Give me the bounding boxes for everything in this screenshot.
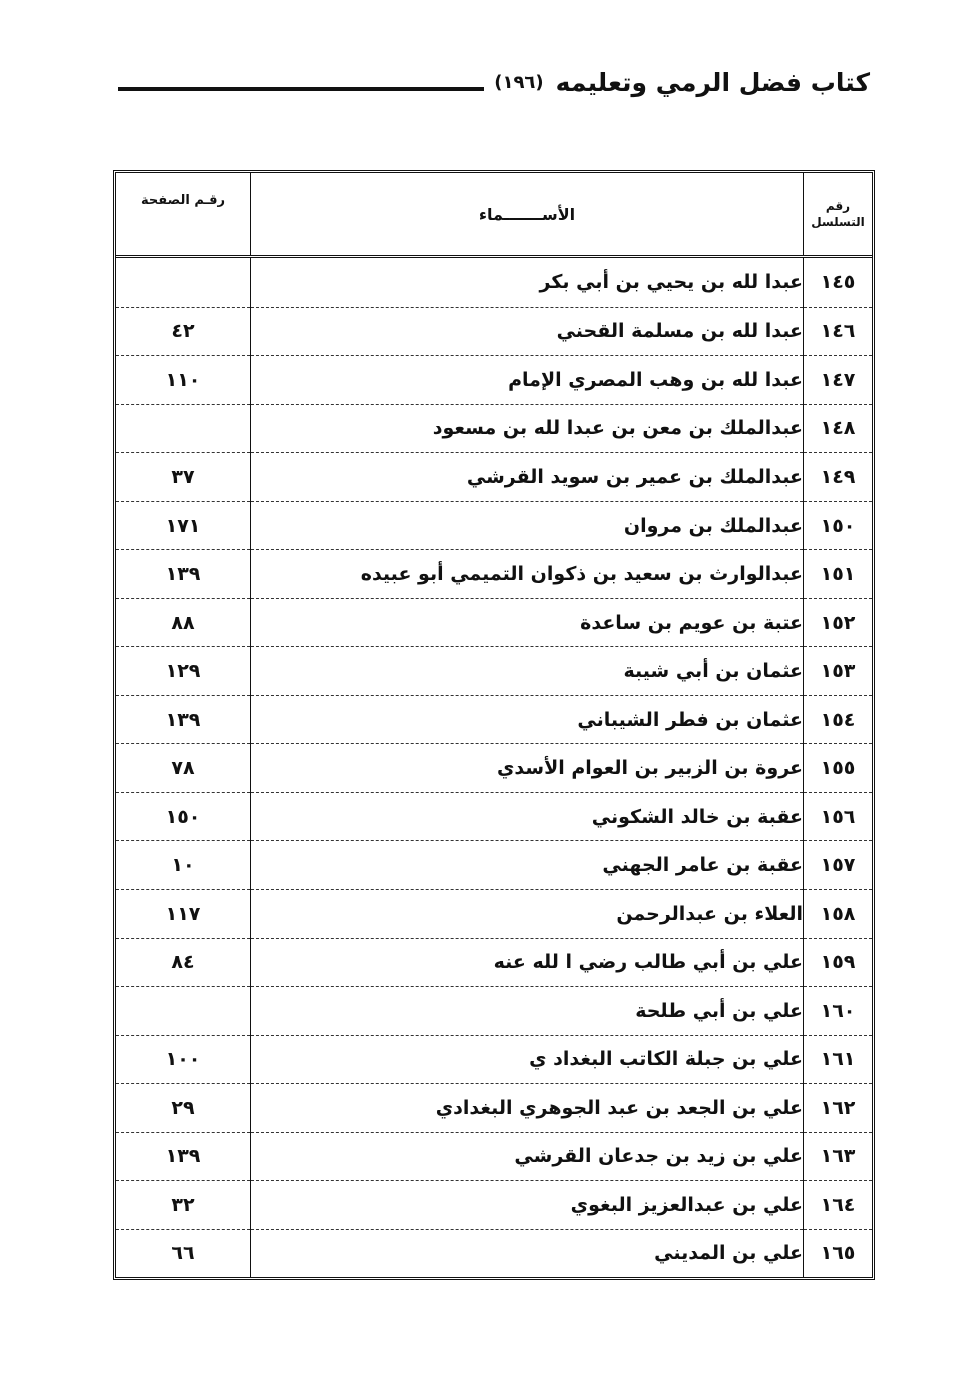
row-seq-number: ١٦٠ [804, 987, 873, 1036]
row-page-number: ٢٩ [116, 1084, 251, 1133]
row-name: عثمان بن أبي شيبة [251, 647, 804, 696]
row-page-number: ١٣٩ [116, 695, 251, 744]
row-page-number: ١١٠ [116, 356, 251, 405]
row-name: علي بن أبي طالب رضي ا لله عنه [251, 938, 804, 987]
row-page-number [116, 987, 251, 1036]
row-seq-number: ١٤٧ [804, 356, 873, 405]
index-table-frame [113, 170, 875, 1280]
row-name: عبدالملك بن عمير بن سويد القرشي [251, 453, 804, 502]
table-row [116, 841, 872, 890]
row-seq-number: ١٤٦ [804, 307, 873, 356]
row-name: عبدالملك بن معن بن عبدا لله بن مسعود [251, 404, 804, 453]
row-page-number: ٨٤ [116, 938, 251, 987]
row-seq-number: ١٥٣ [804, 647, 873, 696]
row-seq-number: ١٥٧ [804, 841, 873, 890]
names-index-table [116, 173, 872, 1277]
row-seq-number: ١٦٢ [804, 1084, 873, 1133]
page-number: (١٩٦) [494, 71, 544, 93]
row-page-number: ٣٢ [116, 1181, 251, 1230]
row-name: علي بن زيد بن جدعان القرشي [251, 1132, 804, 1181]
table-row [116, 744, 872, 793]
row-seq-number: ١٥٩ [804, 938, 873, 987]
table-row [116, 1181, 872, 1230]
row-name: عثمان بن فطر الشيباني [251, 695, 804, 744]
book-title: كتاب فضل الرمي وتعليمه [555, 67, 870, 97]
table-row [116, 695, 872, 744]
header-rule [118, 87, 484, 91]
row-seq-number: ١٥١ [804, 550, 873, 599]
row-name: علي بن المديني [251, 1229, 804, 1277]
row-name: علي بن عبدالعزيز البغوي [251, 1181, 804, 1230]
row-seq-number: ١٥٤ [804, 695, 873, 744]
row-page-number: ١٣٩ [116, 550, 251, 599]
row-name: عبدا لله بن وهب المصري الإمام [251, 356, 804, 405]
table-row [116, 1084, 872, 1133]
row-name: عبدالوارث بن سعيد بن ذكوان التميمي أبو عبيده [251, 550, 804, 599]
table-row [116, 356, 872, 405]
page-header [118, 62, 870, 102]
row-seq-number: ١٥٢ [804, 598, 873, 647]
row-name: عتبة بن عويم بن ساعدة [251, 598, 804, 647]
table-row [116, 1035, 872, 1084]
row-page-number: ٦٦ [171, 1242, 195, 1265]
row-seq-number: ١٦٤ [804, 1181, 873, 1230]
row-page-number [116, 404, 251, 453]
row-name: علي بن أبي طلحة [251, 987, 804, 1036]
table-row [116, 550, 872, 599]
row-name: عقبة بن خالد الشكوني [251, 792, 804, 841]
row-seq-number: ١٤٥ [804, 257, 873, 308]
column-header-names: الأســـــــماء [251, 173, 804, 257]
table-row [116, 598, 872, 647]
row-name: العلاء بن عبدالرحمن [251, 890, 804, 939]
row-name: عبدا لله بن يحيي بن أبي بكر [251, 257, 804, 308]
row-page-number: ١٣٩ [116, 1132, 251, 1181]
row-page-number: ٣٧ [116, 453, 251, 502]
row-page-number [116, 257, 251, 308]
row-seq-number: ١٦٥ [804, 1229, 873, 1277]
row-seq-number: ١٦١ [804, 1035, 873, 1084]
table-row [116, 987, 872, 1036]
table-row [116, 404, 872, 453]
row-name: علي بن جبلة الكاتب البغداد ي [251, 1035, 804, 1084]
row-seq-number: ١٥٥ [804, 744, 873, 793]
column-header-seq: رقم التسلسل [804, 173, 873, 257]
row-name: عبدا لله بن مسلمة القحني [251, 307, 804, 356]
row-name: عقبة بن عامر الجهني [251, 841, 804, 890]
table-row [116, 890, 872, 939]
table-row [116, 453, 872, 502]
row-page-number: ١١٧ [116, 890, 251, 939]
row-name: عروة بن الزبير بن العوام الأسدي [251, 744, 804, 793]
row-name: عبدالملك بن مروان [251, 501, 804, 550]
row-seq-number: ١٤٩ [804, 453, 873, 502]
row-page-number: ٤٢ [116, 307, 251, 356]
table-row [116, 938, 872, 987]
row-seq-number: ١٦٣ [804, 1132, 873, 1181]
row-seq-number: ١٤٨ [804, 404, 873, 453]
row-page-number: ١٠٠ [116, 1035, 251, 1084]
table-row [116, 501, 872, 550]
row-page-number: ١٥٠ [116, 792, 251, 841]
row-seq-number: ١٥٠ [804, 501, 873, 550]
table-row [116, 1229, 872, 1277]
table-header-row [116, 173, 872, 257]
row-page-number: ١٧١ [116, 501, 251, 550]
row-page-number: ١٢٩ [116, 647, 251, 696]
row-seq-number: ١٥٦ [804, 792, 873, 841]
table-row [116, 792, 872, 841]
table-row [116, 257, 872, 308]
table-body [116, 257, 872, 1278]
row-seq-number: ١٥٨ [804, 890, 873, 939]
row-page-number: ٨٨ [116, 598, 251, 647]
table-row [116, 647, 872, 696]
row-page-number: ٧٨ [116, 744, 251, 793]
table-row [116, 1132, 872, 1181]
row-page-number: ١٠ [116, 841, 251, 890]
row-name: علي بن الجعد بن عبد الجوهري البغدادي [251, 1084, 804, 1133]
table-row [116, 307, 872, 356]
column-header-page: رقـم الصفحة [116, 173, 251, 257]
